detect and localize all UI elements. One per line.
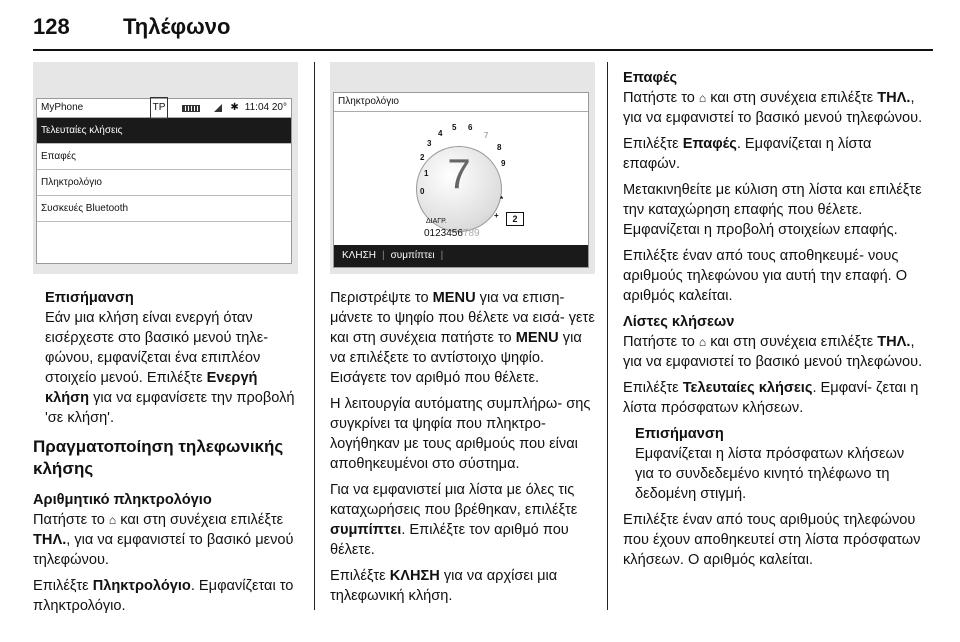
page-title: Τηλέφωνο xyxy=(123,14,231,39)
home-icon: ⌂ xyxy=(698,91,707,105)
screen-title: Πληκτρολόγιο xyxy=(338,96,399,107)
section-heading: Πραγματοποίηση τηλεφωνικής κλήσης xyxy=(33,437,284,478)
entered-number: 0123456789 xyxy=(424,228,480,239)
note-recent-calls xyxy=(623,424,923,504)
callout-label: 2 xyxy=(506,212,524,226)
temperature: 20° xyxy=(271,102,287,113)
header-rule xyxy=(33,49,933,51)
softkey-bar: ΚΛΗΣΗ | συμπίπτει | xyxy=(334,245,588,267)
paragraph: Περιστρέψτε το MENU για να επιση- μάνετε το ψηφίο που θέλετε να εισά- γετε και στη συνέχεια πατήστε το MENU για να επιλέξετε το αντίστοιχο ψηφίο. Εισάγετε τον αριθμό που θέλετε. xyxy=(330,290,595,386)
paragraph: Επιλέξτε έναν από τους αποθηκευμέ- νους αριθμούς τηλεφώνου για αυτή την επαφή. Ο αριθμός καλείται. xyxy=(623,248,908,304)
call-softkey[interactable]: ΚΛΗΣΗ xyxy=(342,250,376,261)
screenshot-myphone xyxy=(33,62,298,274)
column-2 xyxy=(330,62,596,612)
dial-digit[interactable]: 6 xyxy=(468,123,473,132)
dial-digit[interactable]: 0 xyxy=(420,187,425,196)
paragraph: Πατήστε το ⌂ και στη συνέχεια επιλέξτε ΤΗΛ., για να εμφανιστεί το βασικό μενού τηλεφώνου. xyxy=(623,90,923,126)
paragraph: Η λειτουργία αυτόματης συμπλήρω- σης συγκρίνει τα ψηφία που πληκτρο- λογήθηκαν με τους αριθμούς που είναι αποθηκευμένοι στο σύστημα. xyxy=(330,396,591,472)
menu-item-keypad[interactable]: Πληκτρολόγιο xyxy=(37,170,291,196)
column-1 xyxy=(33,62,298,622)
dial-digit[interactable]: 2 xyxy=(420,153,425,162)
paragraph: Μετακινηθείτε με κύλιση στη λίστα και επιλέξτε την καταχώρηση επαφής που θέλετε. Εμφανίζεται η προβολή στοιχείων επαφής. xyxy=(623,182,922,238)
dial-digit[interactable]: 9 xyxy=(501,159,506,168)
paragraph: Για να εμφανιστεί μια λίστα με όλες τις καταχωρήσεις που βρέθηκαν, επιλέξτε συμπίπτει. Επιλέξτε τον αριθμό που θέλετε. xyxy=(330,482,578,558)
home-icon: ⌂ xyxy=(698,335,707,349)
bluetooth-icon: ✱ xyxy=(230,102,239,113)
dial-digit[interactable]: + xyxy=(494,211,499,220)
clock: 11:04 xyxy=(244,102,270,113)
dial-digit[interactable]: 3 xyxy=(427,139,432,148)
dial-digit[interactable]: 7 xyxy=(484,131,489,140)
paragraph: Επιλέξτε Πληκτρολόγιο. Εμφανίζεται το πληκτρολόγιο. xyxy=(33,578,294,614)
note-heading: Επισήμανση xyxy=(635,426,724,442)
battery-icon xyxy=(182,105,200,112)
menu-item-contacts[interactable]: Επαφές xyxy=(37,144,291,170)
column-divider-2 xyxy=(607,62,608,610)
subsection-contacts: Επαφές xyxy=(623,70,678,86)
status-bar xyxy=(37,99,291,118)
paragraph: Επιλέξτε Επαφές. Εμφανίζεται η λίστα επαφών. xyxy=(623,136,872,172)
paragraph: Πατήστε το ⌂ και στη συνέχεια επιλέξτε ΤΗΛ., για να εμφανιστεί το βασικό μενού τηλεφώνου. xyxy=(33,512,294,568)
keypad-screen xyxy=(333,92,589,268)
menu-item-bluetooth-devices[interactable]: Συσκευές Bluetooth xyxy=(37,196,291,222)
paragraph: Επιλέξτε ΚΛΗΣΗ για να αρχίσει μια τηλεφωνική κλήση. xyxy=(330,568,558,604)
home-icon: ⌂ xyxy=(108,513,117,527)
column-divider-1 xyxy=(314,62,315,610)
dial-digit[interactable]: 5 xyxy=(452,123,457,132)
note-text: Εμφανίζεται η λίστα πρόσφατων κλήσεων για το συνδεδεμένο κινητό τηλέφωνο τη δεδομένη στιγμή. xyxy=(635,446,905,502)
rotary-dial-area xyxy=(334,112,588,252)
column-3 xyxy=(623,68,923,576)
note-text: Εάν μια κλήση είναι ενεργή όταν εισέρχεστε στο βασικό μενού τηλε- φώνου, εμφανίζεται ένα επιπλέον στοιχείο μενού. Επιλέξτε Ενεργή κλήση για να εμφανίσετε την προβολή 'σε κλήση'. xyxy=(45,310,295,426)
subsection-call-lists: Λίστες κλήσεων xyxy=(623,314,735,330)
note-heading: Επισήμανση xyxy=(45,290,134,306)
dial-digit[interactable]: 1 xyxy=(424,169,429,178)
menu-item-recent-calls[interactable]: Τελευταίες κλήσεις xyxy=(37,118,291,144)
status-bar xyxy=(334,93,588,112)
delete-label[interactable]: ΔΙΑΓΡ. xyxy=(426,218,447,225)
phone-menu-screen xyxy=(36,98,292,264)
page-number: 128 xyxy=(33,14,70,39)
screen-title: MyPhone xyxy=(41,102,84,113)
screenshot-keypad xyxy=(330,62,595,274)
paragraph: Πατήστε το ⌂ και στη συνέχεια επιλέξτε ΤΗΛ., για να εμφανιστεί το βασικό μενού τηλεφώνου. xyxy=(623,334,923,370)
paragraph: Επιλέξτε έναν από τους αριθμούς τηλεφώνου που έχουν αποθηκευτεί στη λίστα πρόσφατων κλήσεων. Ο αριθμός καλείται. xyxy=(623,512,921,568)
match-softkey[interactable]: συμπίπτει xyxy=(390,250,435,261)
subsection-keypad: Αριθμητικό πληκτρολόγιο xyxy=(33,492,212,508)
tp-badge: TP xyxy=(150,97,169,119)
dial-digit[interactable]: 8 xyxy=(497,143,502,152)
dial-digit[interactable]: * xyxy=(500,195,504,204)
note-active-call xyxy=(33,288,298,428)
dial-selected-digit: 7 xyxy=(447,150,471,197)
paragraph: Επιλέξτε Τελευταίες κλήσεις. Εμφανί- ζεται η λίστα πρόσφατων κλήσεων. xyxy=(623,380,919,416)
dial-digit[interactable]: 4 xyxy=(438,129,443,138)
signal-icon xyxy=(214,104,222,112)
page-header xyxy=(33,14,230,40)
